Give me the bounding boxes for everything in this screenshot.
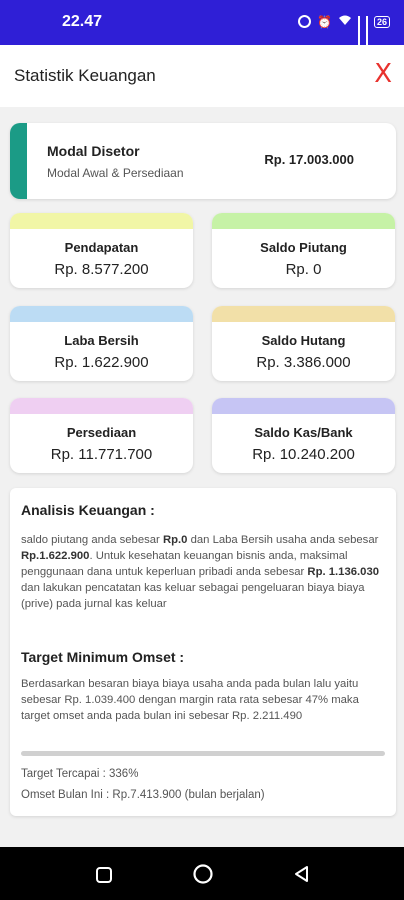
back-button[interactable] [292, 864, 312, 889]
card-color-bar [10, 213, 193, 229]
status-time: 22.47 [62, 13, 103, 30]
stat-card-pendapatan [10, 213, 193, 288]
stat-label: Saldo Hutang [261, 333, 346, 348]
modal-disetor-card [10, 123, 396, 199]
battery-icon: 26 [374, 16, 390, 28]
status-icons [298, 14, 390, 29]
stat-value: Rp. 8.577.200 [54, 261, 149, 278]
card-accent [10, 123, 27, 199]
home-button[interactable] [192, 863, 214, 890]
stat-label: Pendapatan [64, 240, 139, 255]
target-achieved: Target Tercapai : 336% [21, 768, 139, 780]
target-text: Berdasarkan besaran biaya biaya usaha anda pada bulan lalu yaitu sebesar Rp. 1.039.400 dengan margin rata rata sebesar 47% maka target omset anda pada bulan ini sebesar Rp. 2.211.490 [21, 678, 359, 722]
close-button[interactable]: X [374, 59, 392, 89]
stat-value: Rp. 11.771.700 [50, 446, 153, 463]
signal-icon-2 [366, 16, 368, 28]
stat-label: Saldo Piutang [260, 240, 347, 255]
stat-value: Rp. 0 [285, 261, 322, 278]
analysis-text: saldo piutang anda sebesar Rp.0 dan Laba Bersih usaha anda sebesar Rp.1.622.900. Untuk kesehatan keuangan bisnis anda, maksimal penggunaan dana untuk keperluan pribadi anda sebesar Rp. 1.136.030 dan lakukan pencatatan kas keluar sebagai pengeluaran biaya biaya (prive) pada jurnal kas keluar [21, 534, 380, 610]
modal-title: Modal Disetor [47, 143, 140, 159]
modal-subtitle: Modal Awal & Persediaan [47, 166, 184, 180]
stat-label: Laba Bersih [64, 333, 139, 348]
stat-value: Rp. 1.622.900 [54, 354, 149, 371]
card-color-bar [10, 398, 193, 414]
page-title: Statistik Keuangan [14, 66, 156, 85]
stat-card-saldo-kas-bank [212, 398, 395, 473]
stat-value: Rp. 10.240.200 [252, 446, 355, 463]
analysis-panel [10, 488, 396, 816]
card-color-bar [212, 213, 395, 229]
app-bar [0, 45, 404, 107]
stat-value: Rp. 3.386.000 [256, 354, 351, 371]
target-title: Target Minimum Omset : [21, 649, 185, 665]
omset-bulan-ini: Omset Bulan Ini : Rp.7.413.900 (bulan berjalan) [21, 789, 265, 801]
card-color-bar [212, 306, 395, 322]
recents-button[interactable] [95, 866, 113, 889]
wifi-icon [338, 14, 352, 29]
system-nav-bar [0, 847, 404, 900]
card-color-bar [212, 398, 395, 414]
stat-label: Saldo Kas/Bank [254, 425, 353, 440]
analysis-title: Analisis Keuangan : [21, 502, 155, 518]
stat-card-persediaan [10, 398, 193, 473]
modal-value: Rp. 17.003.000 [264, 152, 354, 167]
stat-card-laba-bersih [10, 306, 193, 381]
signal-icon [358, 16, 360, 28]
stat-card-saldo-hutang [212, 306, 395, 381]
stat-label: Persediaan [66, 425, 137, 440]
card-color-bar [10, 306, 193, 322]
stat-card-saldo-piutang [212, 213, 395, 288]
target-progress-bar [21, 751, 385, 756]
dnd-icon [298, 15, 311, 28]
target-progress-fill [21, 751, 385, 756]
status-bar [0, 0, 404, 45]
alarm-icon: ⏰ [317, 14, 332, 29]
